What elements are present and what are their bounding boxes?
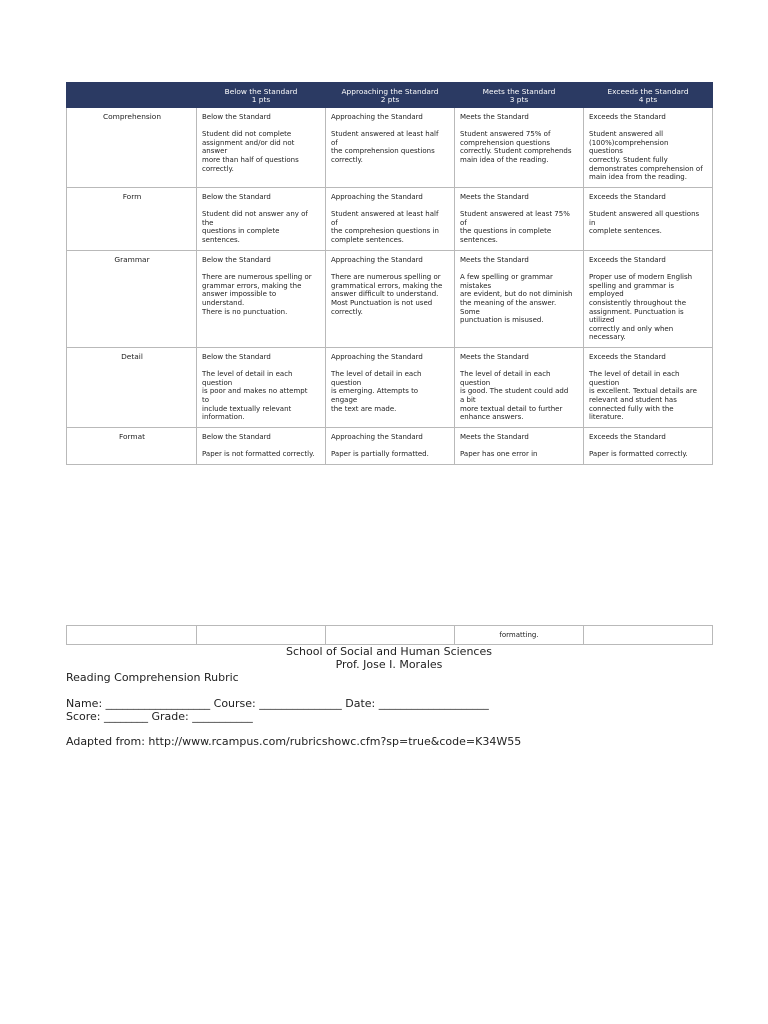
header-below-standard: Below the Standard 1 pts <box>197 83 326 108</box>
continuation-row <box>67 626 713 645</box>
level-description: The level of detail in each question is poor and makes no attempt to include textually relevant information. <box>202 370 308 422</box>
level-description: Proper use of modern English spelling and grammar is employed consistently throughout the assignment. Punctuation is utilized correctly and only when necessary. <box>589 273 693 342</box>
criterion-label: Format <box>67 428 197 465</box>
level-label: Below the Standard <box>202 353 271 361</box>
level-description: Student answered at least half of the comprehesion questions in complete sentences. <box>331 210 439 244</box>
rubric-cell <box>326 251 455 348</box>
level-label: Below the Standard <box>202 193 271 201</box>
rubric-cell <box>326 108 455 188</box>
level-description: There are numerous spelling or grammatical errors, making the answer difficult to understand. Most Punctuation is not used correctly. <box>331 273 443 316</box>
rubric-cell <box>326 348 455 428</box>
level-description: Paper is formatted correctly. <box>589 450 688 459</box>
level-label: Meets the Standard <box>460 433 529 441</box>
criterion-label: Grammar <box>67 251 197 348</box>
name-course-date-line: Name: ___________________ Course: _______________ Date: ____________________ <box>66 697 489 710</box>
level-description: The level of detail in each question is emerging. Attempts to engage the text are made. <box>331 370 422 413</box>
header-blank <box>67 83 197 108</box>
rubric-cell <box>197 428 326 465</box>
rubric-row-comprehension <box>67 108 713 188</box>
level-label: Meets the Standard <box>460 256 529 264</box>
rubric-cell <box>455 251 584 348</box>
level-label: Below the Standard <box>202 433 271 441</box>
rubric-cell <box>584 108 713 188</box>
level-description: There are numerous spelling or grammar errors, making the answer impossible to understand. There is no punctuation. <box>202 273 312 316</box>
header-meets-standard: Meets the Standard 3 pts <box>455 83 584 108</box>
level-description: Student answered 75% of comprehension questions correctly. Student comprehends main idea of the reading. <box>460 130 572 164</box>
level-label: Exceeds the Standard <box>589 193 666 201</box>
level-description: Student answered all questions in complete sentences. <box>589 210 700 236</box>
level-description: Student answered at least 75% of the questions in complete sentences. <box>460 210 570 244</box>
level-label: Exceeds the Standard <box>589 256 666 264</box>
rubric-cell <box>584 428 713 465</box>
continuation-cell <box>197 626 326 645</box>
level-label: Approaching the Standard <box>331 113 423 121</box>
level-label: Exceeds the Standard <box>589 113 666 121</box>
level-label: Exceeds the Standard <box>589 353 666 361</box>
criterion-label: Comprehension <box>67 108 197 188</box>
continuation-cell <box>326 626 455 645</box>
level-label: Meets the Standard <box>460 353 529 361</box>
document-title: Reading Comprehension Rubric <box>66 671 239 684</box>
rubric-header-row <box>67 83 713 108</box>
rubric-cell <box>584 251 713 348</box>
score-grade-line: Score: ________ Grade: ___________ <box>66 710 253 723</box>
rubric-row-detail <box>67 348 713 428</box>
adapted-from-note: Adapted from: http://www.rcampus.com/rubricshowc.cfm?sp=true&code=K34W55 <box>66 735 522 748</box>
level-description: Student did not complete assignment and/or did not answer more than half of questions correctly. <box>202 130 299 173</box>
level-label: Exceeds the Standard <box>589 433 666 441</box>
level-description: The level of detail in each question is excellent. Textual details are relevant and student has connected fully with the literature. <box>589 370 697 422</box>
rubric-cell <box>455 108 584 188</box>
rubric-cell <box>197 251 326 348</box>
rubric-cell <box>584 348 713 428</box>
level-description: Student answered all (100%)comprehension questions correctly. Student fully demonstrates comprehension of main idea from the reading. <box>589 130 703 182</box>
rubric-cell <box>197 348 326 428</box>
continuation-cell: formatting. <box>455 626 584 645</box>
criterion-label: Form <box>67 188 197 251</box>
level-label: Below the Standard <box>202 113 271 121</box>
continuation-cell <box>584 626 713 645</box>
rubric-cell <box>326 188 455 251</box>
rubric-cell <box>455 428 584 465</box>
rubric-cell <box>326 428 455 465</box>
rubric-cell <box>455 348 584 428</box>
level-label: Approaching the Standard <box>331 193 423 201</box>
rubric-table <box>66 82 713 465</box>
continuation-cell <box>67 626 197 645</box>
rubric-cell <box>455 188 584 251</box>
professor-name: Prof. Jose I. Morales <box>335 658 443 671</box>
level-description: Paper is not formatted correctly. <box>202 450 315 459</box>
level-description: Student answered at least half of the comprehension questions correctly. <box>331 130 439 164</box>
level-description: Paper has one error in <box>460 450 538 459</box>
level-description: The level of detail in each question is good. The student could add a bit more textual detail to further enhance answers. <box>460 370 569 422</box>
school-name: School of Social and Human Sciences <box>286 645 492 658</box>
level-description: Paper is partially formatted. <box>331 450 429 459</box>
rubric-cell <box>197 188 326 251</box>
level-label: Meets the Standard <box>460 193 529 201</box>
header-exceeds-standard: Exceeds the Standard 4 pts <box>584 83 713 108</box>
level-label: Approaching the Standard <box>331 256 423 264</box>
level-label: Approaching the Standard <box>331 433 423 441</box>
level-description: A few spelling or grammar mistakes are evident, but do not diminish the meaning of the answer. Some punctuation is misused. <box>460 273 573 325</box>
level-label: Approaching the Standard <box>331 353 423 361</box>
rubric-row-format <box>67 428 713 465</box>
criterion-label: Detail <box>67 348 197 428</box>
header-approaching-standard: Approaching the Standard 2 pts <box>326 83 455 108</box>
rubric-cell <box>584 188 713 251</box>
rubric-continuation-table <box>66 625 713 645</box>
level-label: Below the Standard <box>202 256 271 264</box>
rubric-row-grammar <box>67 251 713 348</box>
level-label: Meets the Standard <box>460 113 529 121</box>
rubric-cell <box>197 108 326 188</box>
rubric-row-form <box>67 188 713 251</box>
level-description: Student did not answer any of the questions in complete sentences. <box>202 210 308 244</box>
